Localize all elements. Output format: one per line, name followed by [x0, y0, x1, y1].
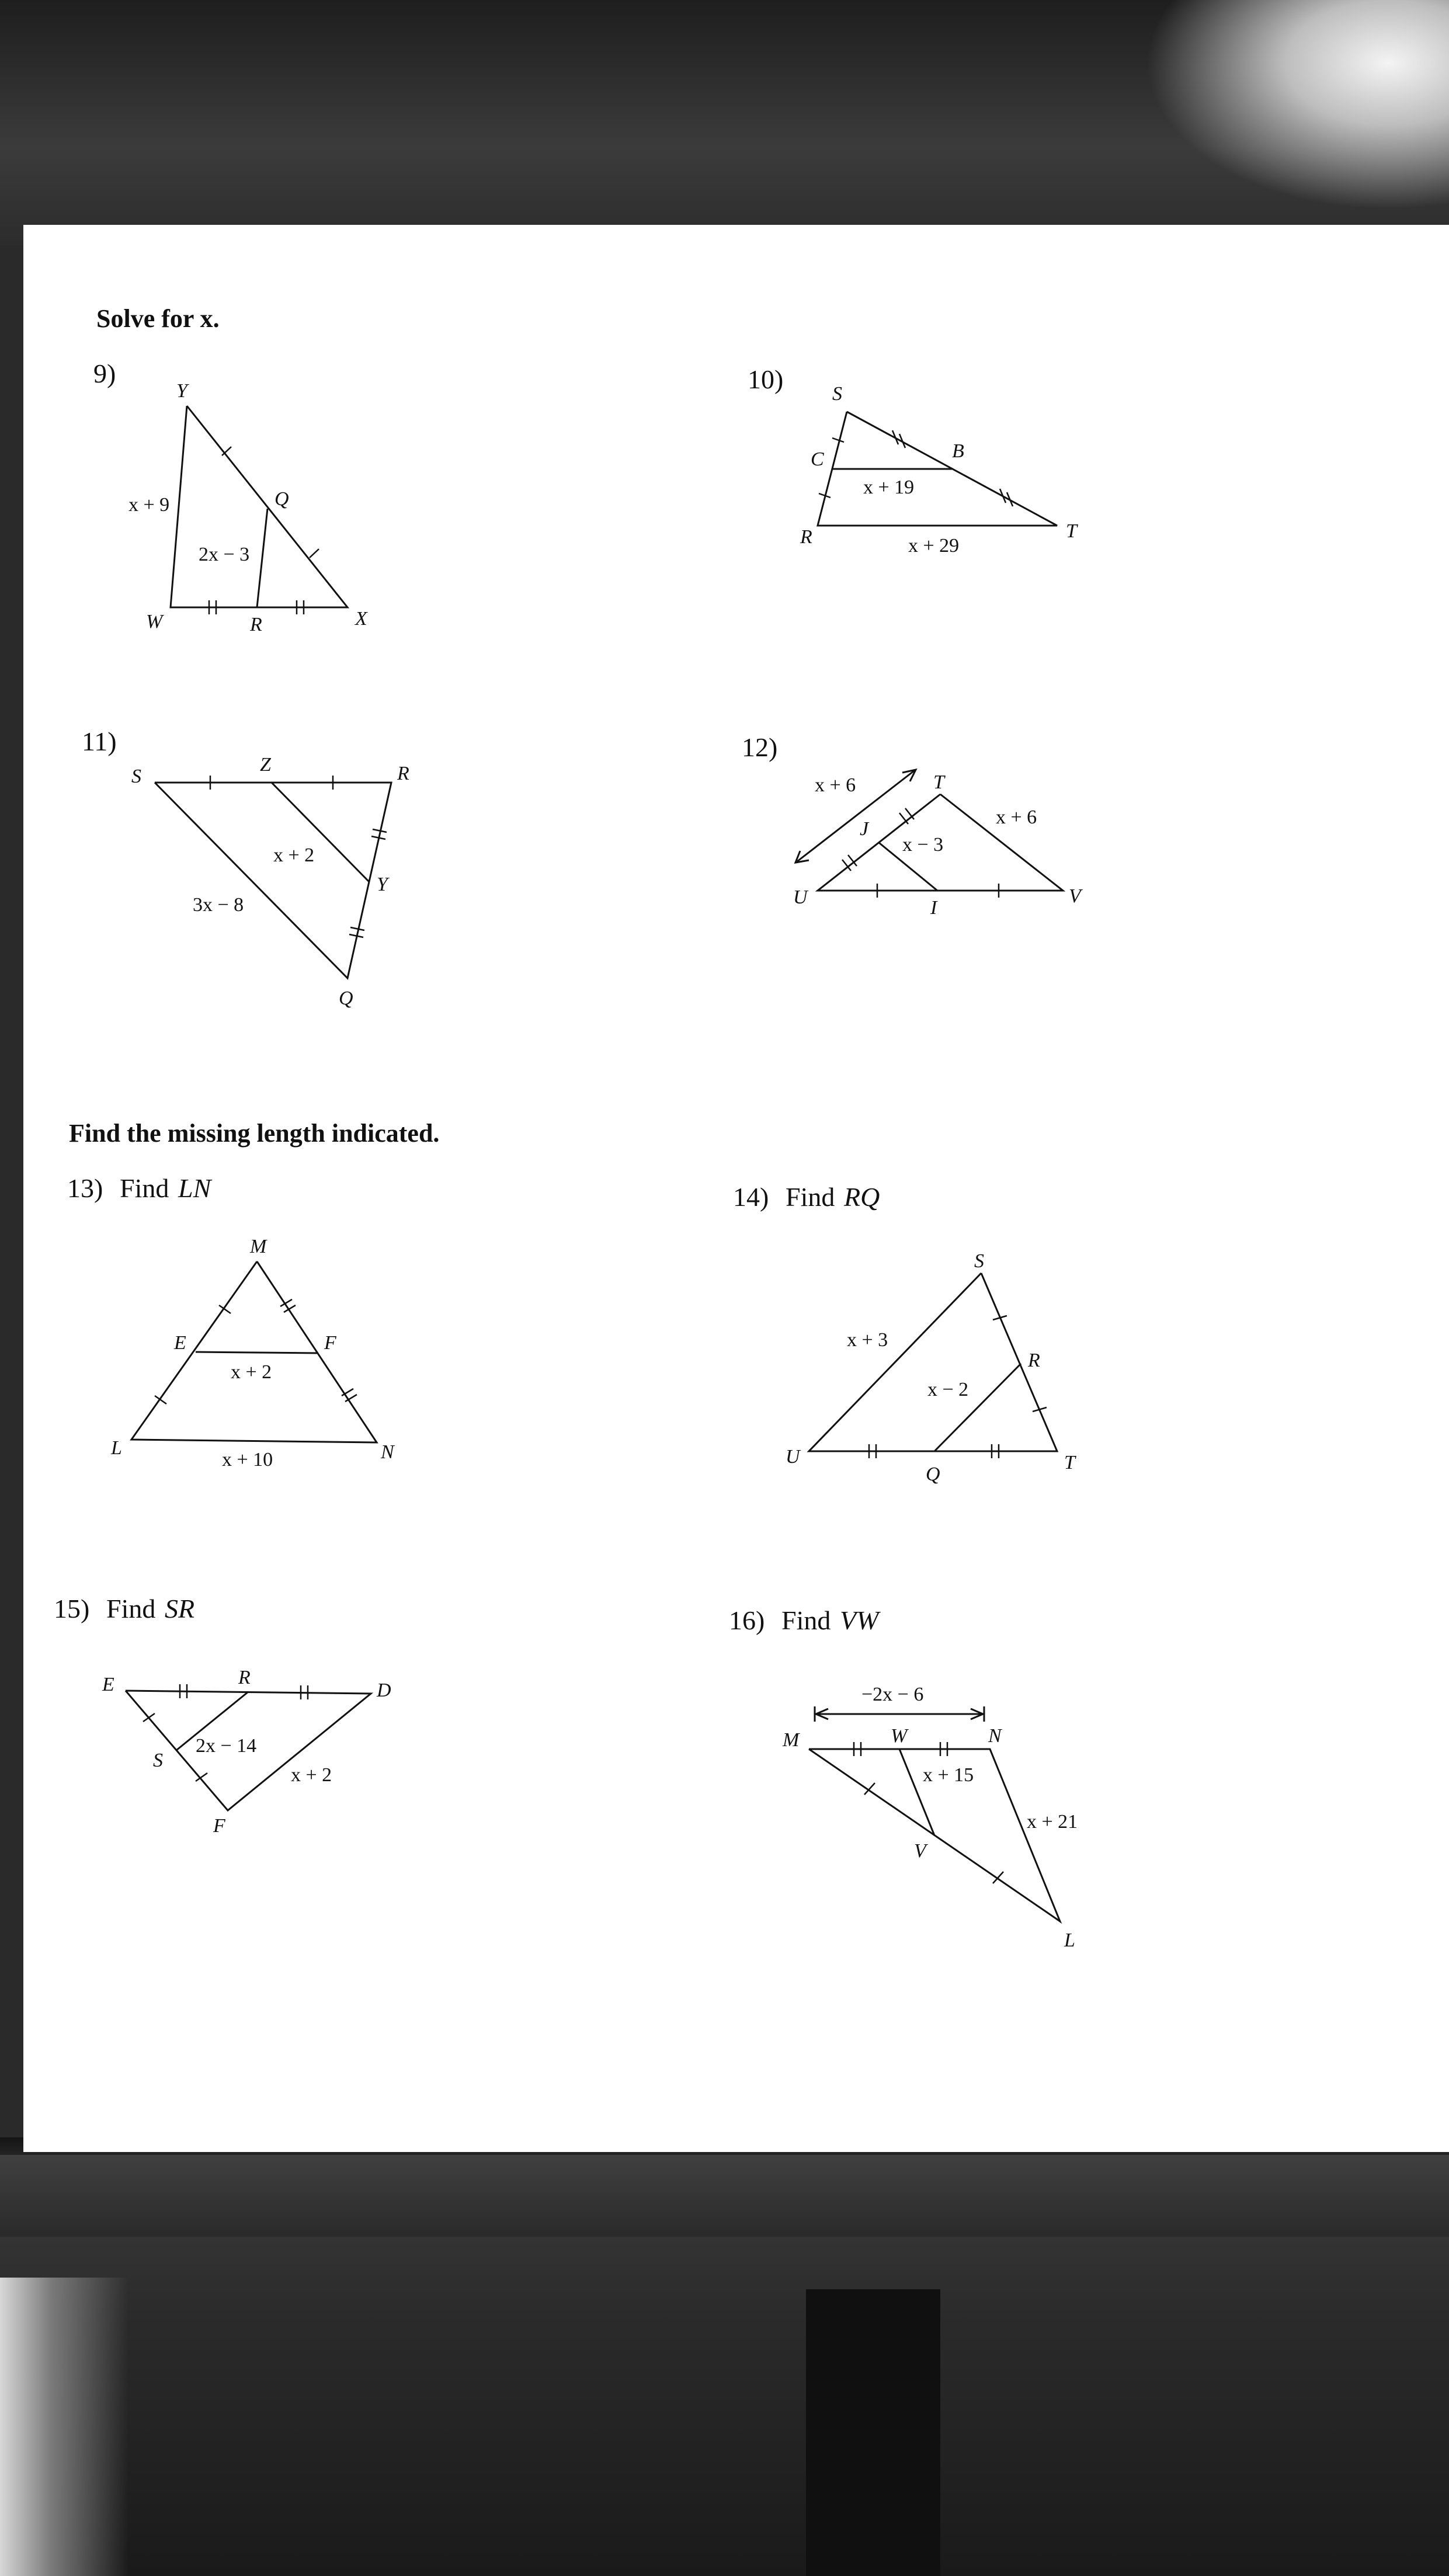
problem-14 [733, 1182, 1076, 1485]
vertex-label-S: S [131, 766, 141, 787]
vertex-label-R: R [397, 763, 409, 784]
worksheet-canvas [23, 225, 1449, 2152]
desk-edge [0, 2155, 1449, 2237]
vertex-label-V: V [914, 1840, 926, 1862]
vertex-label-V: V [1069, 885, 1081, 907]
light-glare [1145, 0, 1449, 210]
vertex-label-B: B [952, 440, 964, 462]
vertex-label-N: N [381, 1441, 394, 1463]
vertex-label-E: E [174, 1332, 186, 1354]
base-expression: x + 10 [222, 1449, 273, 1470]
vertex-label-F: F [324, 1332, 336, 1354]
problem-16 [729, 1605, 1078, 1951]
vertex-label-Z: Z [260, 754, 271, 776]
vertex-label-R: R [1028, 1350, 1040, 1371]
vertex-label-J: J [860, 818, 869, 840]
chair-leg [806, 2289, 940, 2576]
problem-13 [67, 1173, 395, 1470]
tick-marks [143, 1684, 308, 1781]
vertex-label-M: M [250, 1236, 267, 1257]
problem-number: 14) [733, 1182, 769, 1212]
midsegment [934, 1364, 1021, 1451]
worksheet-paper [23, 225, 1449, 2152]
find-word: Find [786, 1182, 835, 1212]
vertex-label-U: U [786, 1446, 800, 1468]
triangle-outline [171, 406, 348, 607]
vertex-label-F: F [213, 1815, 225, 1837]
side-expression: x + 3 [847, 1329, 888, 1351]
problem-number: 16) [729, 1605, 765, 1635]
find-word: Find [781, 1605, 831, 1635]
solve-section-title: Solve for x. [96, 304, 220, 333]
vertex-label-Q: Q [339, 988, 353, 1009]
vertex-label-Q: Q [274, 488, 289, 510]
find-section-title: Find the missing length indicated. [69, 1119, 440, 1148]
problem-15 [54, 1594, 391, 1837]
vertex-label-S: S [974, 1250, 984, 1272]
vertex-label-N: N [988, 1725, 1002, 1747]
midsegment-expression: 2x − 3 [199, 544, 250, 565]
midsegment-expression: 2x − 14 [196, 1735, 257, 1757]
triangle-outline [809, 1273, 1057, 1451]
vertex-label-S: S [832, 383, 842, 405]
vertex-label-T: T [1066, 520, 1077, 542]
problem-12 [742, 732, 1083, 919]
vertex-label-Y: Y [377, 874, 388, 895]
base-expression: x + 29 [908, 535, 960, 557]
find-target: LN [178, 1173, 211, 1203]
vertex-label-C: C [811, 449, 824, 470]
problem-11 [82, 726, 409, 1009]
find-word: Find [106, 1594, 156, 1624]
vertex-label-X: X [355, 608, 367, 630]
find-target: SR [165, 1594, 195, 1624]
vertex-label-S: S [153, 1750, 163, 1771]
triangle-outline [155, 783, 391, 978]
problem-9 [93, 359, 368, 635]
problem-number: 11) [82, 726, 117, 756]
midsegment-expression: x + 19 [863, 477, 915, 498]
vertex-label-W: W [146, 611, 163, 632]
floor-highlight [0, 2278, 128, 2576]
vertex-label-Y: Y [176, 380, 187, 402]
midsegment-expression: x − 3 [902, 834, 944, 856]
problem-number: 9) [93, 359, 116, 388]
vertex-label-R: R [238, 1667, 251, 1688]
vertex-label-D: D [377, 1680, 391, 1701]
problem-10 [748, 364, 1078, 557]
tick-marks [209, 447, 319, 614]
side-expression: x + 21 [1027, 1811, 1078, 1833]
vertex-label-M: M [783, 1729, 800, 1751]
vertex-label-T: T [933, 771, 944, 793]
midsegment-expression: x + 15 [923, 1764, 974, 1786]
midsegment [196, 1352, 318, 1353]
vertex-label-L: L [111, 1437, 122, 1459]
tick-marks [854, 1742, 1003, 1883]
problem-number: 12) [742, 732, 778, 762]
midsegment [257, 509, 267, 607]
vertex-label-R: R [800, 526, 812, 548]
right-expression: x + 6 [996, 806, 1037, 828]
find-target: RQ [844, 1182, 880, 1212]
vertex-label-R: R [250, 614, 262, 635]
vertex-label-E: E [102, 1674, 114, 1695]
side-expression: x + 9 [128, 494, 170, 516]
side-expression: x + 2 [291, 1764, 332, 1786]
midsegment [272, 783, 369, 882]
vertex-label-U: U [793, 887, 808, 908]
side-expression: 3x − 8 [193, 894, 244, 916]
problem-number: 15) [54, 1594, 90, 1624]
dimension-expression: −2x − 6 [861, 1684, 924, 1705]
midsegment-expression: x − 2 [927, 1379, 969, 1400]
problem-number: 10) [748, 364, 784, 394]
find-word: Find [120, 1173, 169, 1203]
vertex-label-T: T [1064, 1452, 1075, 1473]
left-expression: x + 6 [815, 774, 856, 796]
vertex-label-L: L [1064, 1930, 1075, 1951]
vertex-label-Q: Q [926, 1463, 940, 1485]
find-target: VW [840, 1605, 879, 1635]
vertex-label-I: I [930, 897, 937, 919]
midsegment-expression: x + 2 [231, 1361, 272, 1383]
midsegment-expression: x + 2 [273, 844, 315, 866]
problem-number: 13) [67, 1173, 103, 1203]
vertex-label-W: W [891, 1725, 908, 1747]
